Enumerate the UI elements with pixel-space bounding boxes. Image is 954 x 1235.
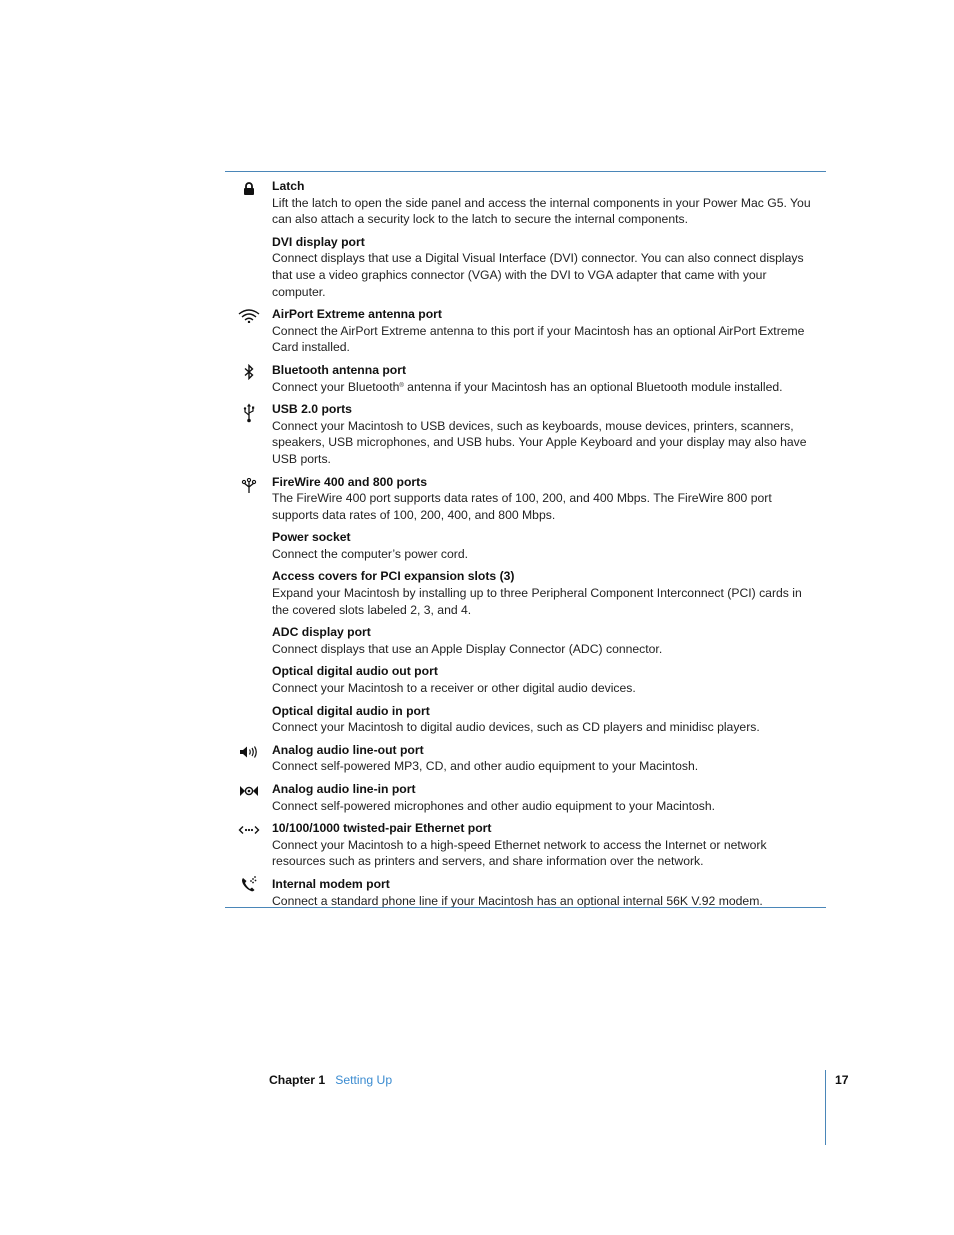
- entry-title: AirPort Extreme antenna port: [272, 307, 442, 322]
- line-in-icon: [238, 782, 260, 800]
- speaker-icon: [238, 743, 260, 761]
- entry-desc: Connect your Macintosh to a high-speed Ethernet network to access the Internet or network resources such as printers and servers, and share information over the network.: [272, 837, 767, 869]
- entry-title: Optical digital audio out port: [272, 664, 438, 679]
- modem-icon: [238, 875, 260, 893]
- entry-power-socket: [225, 529, 826, 562]
- entry-desc: Expand your Macintosh by installing up to three Peripheral Component Interconnect (PCI) cards in the covered slots labeled 2, 3, and 4.: [272, 586, 802, 617]
- entry-desc: Connect self-powered MP3, CD, and other audio equipment to your Macintosh.: [272, 759, 699, 774]
- usb-icon: [238, 404, 260, 422]
- page-number-divider: [825, 1070, 826, 1145]
- chapter-label: Chapter 1: [269, 1073, 326, 1087]
- entry-latch: [225, 178, 826, 228]
- chapter-title: Setting Up: [335, 1073, 393, 1087]
- entry-title: Access covers for PCI expansion slots (3): [272, 569, 515, 584]
- entry-title: USB 2.0 ports: [272, 402, 352, 417]
- entry-usb-ports: [225, 401, 826, 467]
- entry-title: Bluetooth antenna port: [272, 362, 407, 377]
- entry-desc: Connect the computer’s power cord.: [272, 546, 469, 561]
- lock-icon: [238, 179, 260, 197]
- entry-line-out: [225, 742, 826, 775]
- entry-bluetooth-port: [225, 362, 826, 395]
- entry-desc: Connect your Macintosh to a receiver or other digital audio devices.: [272, 681, 636, 696]
- entry-line-in: [225, 781, 826, 814]
- entry-modem-port: [225, 876, 826, 909]
- entry-desc: Connect a standard phone line if your Macintosh has an optional internal 56K V.92 modem.: [272, 893, 763, 908]
- entry-desc: Connect your Macintosh to digital audio devices, such as CD players and minidisc players.: [272, 720, 760, 735]
- entry-desc: Connect the AirPort Extreme antenna to this port if your Macintosh has an optional AirPort Extreme Card installed.: [272, 323, 805, 355]
- ethernet-icon: [238, 821, 260, 839]
- entry-airport-port: [225, 306, 826, 356]
- entry-desc: Lift the latch to open the side panel and access the internal components in your Power Mac G5. You can also attach a security lock to the latch to secure the internal components.: [272, 195, 811, 227]
- entry-title: Analog audio line-out port: [272, 742, 424, 757]
- entry-title: 10/100/1000 twisted-pair Ethernet port: [272, 821, 492, 836]
- entry-desc: Connect displays that use an Apple Display Connector (ADC) connector.: [272, 641, 663, 656]
- entry-title: Analog audio line-in port: [272, 782, 416, 796]
- page-number: 17: [835, 1073, 849, 1087]
- page-footer: [269, 1072, 392, 1088]
- entry-pci-covers: [225, 568, 826, 618]
- top-rule: [225, 171, 826, 172]
- entry-title: FireWire 400 and 800 ports: [272, 474, 428, 489]
- entry-desc: Connect displays that use a Digital Visual Interface (DVI) connector. You can also connect displays that use a video graphics connector (VGA) with the DVI to VGA adapter that came with your computer.: [272, 251, 804, 299]
- firewire-icon: [238, 477, 260, 495]
- entry-desc: Connect self-powered microphones and other audio equipment to your Macintosh.: [272, 798, 716, 813]
- entry-desc: Connect your Bluetooth® antenna if your Macintosh has an optional Bluetooth module installed.: [272, 379, 783, 394]
- entry-title: ADC display port: [272, 625, 371, 640]
- entry-title: DVI display port: [272, 234, 365, 249]
- entry-dvi-port: [225, 234, 826, 300]
- entry-optical-out: [225, 663, 826, 696]
- entry-title: Internal modem port: [272, 876, 390, 891]
- entry-ethernet-port: [225, 820, 826, 870]
- entry-title: Latch: [272, 179, 305, 193]
- entry-desc: The FireWire 400 port supports data rates of 100, 200, and 400 Mbps. The FireWire 800 port supports data rates of 100, 200, 400, and 800 Mbps.: [272, 491, 772, 522]
- bottom-rule: [225, 907, 826, 908]
- airport-icon: [238, 307, 260, 325]
- entry-title: Power socket: [272, 530, 351, 545]
- bluetooth-icon: [238, 363, 260, 381]
- entry-optical-in: [225, 703, 826, 736]
- entry-firewire-ports: [225, 474, 826, 524]
- entry-adc-port: [225, 624, 826, 657]
- port-list: [225, 178, 826, 915]
- entry-desc: Connect your Macintosh to USB devices, such as keyboards, mouse devices, printers, scanners, speakers, USB microphones, and USB hubs. Your Apple Keyboard and your display may also have USB ports.: [272, 418, 807, 466]
- entry-title: Optical digital audio in port: [272, 703, 430, 718]
